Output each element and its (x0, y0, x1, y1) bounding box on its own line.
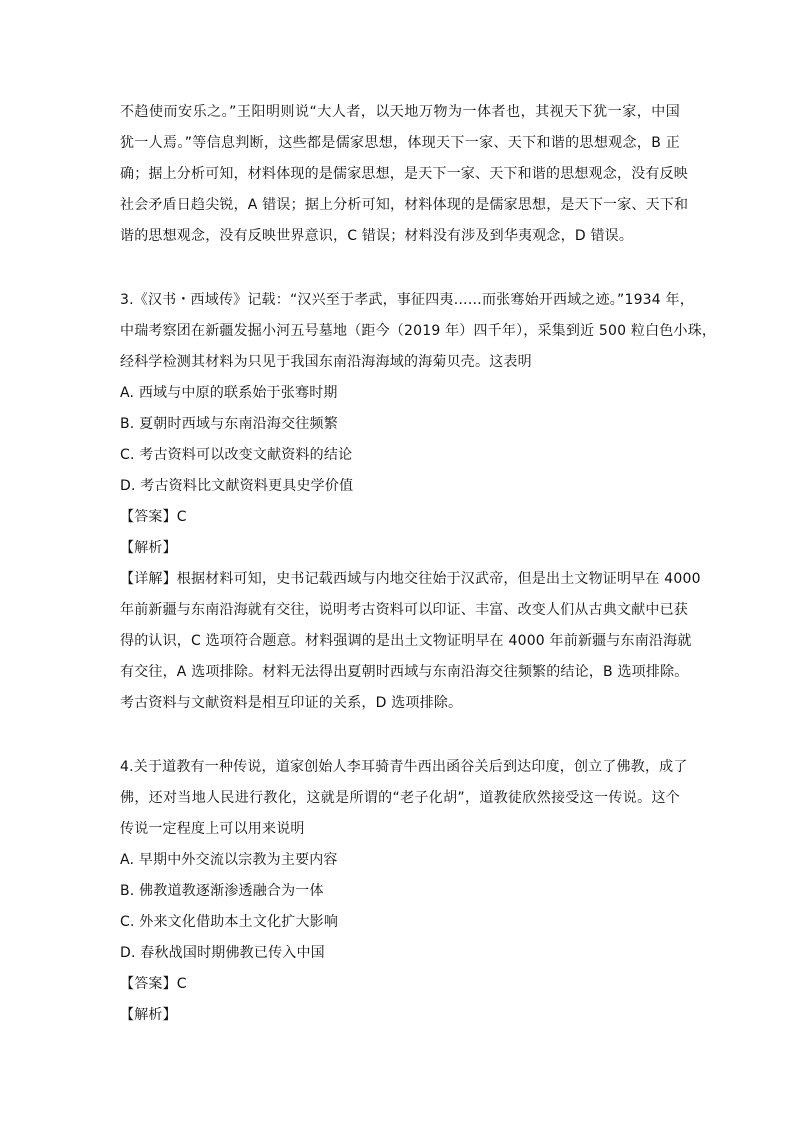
question3-option-a: A. 西域与中原的联系始于张骞时期 (120, 385, 338, 401)
question4-option-a: A. 早期中外交流以宗教为主要内容 (120, 852, 338, 868)
prev-explanation-line: 社会矛盾日趋尖锐，A 错误；据上分析可知，材料体现的是儒家思想，是天下一家、天下和 (120, 197, 689, 213)
question4-stem-line: 4.关于道教有一种传说，道家创始人李耳骑青牛西出函谷关后到达印度，创立了佛教，成了 (120, 759, 688, 775)
question3-detail-line: 有交往，A 选项排除。材料无法得出夏朝时西域与东南沿海交往频繁的结论，B 选项排除。 (120, 664, 689, 680)
question3-detail-line: 考古资料与文献资料是相互印证的关系，D 选项排除。 (120, 695, 463, 711)
question3-answer: 【答案】C (120, 509, 187, 525)
question4-option-d: D. 春秋战国时期佛教已传入中国 (120, 945, 325, 961)
question4-analysis-label: 【解析】 (120, 1007, 177, 1023)
question4-option-b: B. 佛教道教逐渐渗透融合为一体 (120, 883, 324, 899)
question3-option-b: B. 夏朝时西域与东南沿海交往频繁 (120, 416, 338, 432)
question3-option-d: D. 考古资料比文献资料更具史学价值 (120, 478, 354, 494)
question3-option-c: C. 考古资料可以改变文献资料的结论 (120, 447, 353, 463)
question3-detail-line: 得的认识，C 选项符合题意。材料强调的是出土文物证明早在 4000 年前新疆与东南沿海就 (120, 633, 692, 649)
question4-option-c: C. 外来文化借助本土文化扩大影响 (120, 914, 339, 930)
prev-explanation-line: 谐的思想观念，没有反映世界意识，C 错误；材料没有涉及到华夷观念，D 错误。 (120, 228, 634, 244)
question4-stem-line: 佛，还对当地人民进行教化，这就是所谓的“老子化胡”，道教徒欣然接受这一传说。这个 (120, 790, 680, 806)
prev-explanation-line: 确；据上分析可知，材料体现的是儒家思想，是天下一家、天下和谐的思想观念，没有反映 (120, 166, 688, 182)
question3-analysis-label: 【解析】 (120, 540, 177, 556)
question3-detail-line: 【详解】根据材料可知，史书记载西域与内地交往始于汉武帝，但是出土文物证明早在 4000 (120, 571, 701, 587)
question3-stem-line: 中瑞考察团在新疆发掘小河五号墓地（距今（2019 年）四千年），采集到近 500 粒白色小珠， (120, 323, 717, 339)
question3-stem-line: 经科学检测其材料为只见于我国东南沿海海域的海菊贝壳。这表明 (120, 354, 532, 370)
prev-explanation-line: 不趋使而安乐之。”王阳明则说“大人者，以天地万物为一体者也，其视天下犹一家，中国 (120, 104, 680, 120)
question3-detail-line: 年前新疆与东南沿海就有交往，说明考古资料可以印证、丰富、改变人们从古典文献中已获 (120, 602, 688, 618)
question3-stem-line: 3.《汉书・西域传》记载：“汉兴至于孝武，事征四夷……而张骞始开西域之迹。”1934 年， (120, 292, 694, 308)
question4-stem-line: 传说一定程度上可以用来说明 (120, 821, 305, 837)
question4-answer: 【答案】C (120, 976, 187, 992)
prev-explanation-line: 犹一人焉。”等信息判断，这些都是儒家思想，体现天下一家、天下和谐的思想观念，B 正 (120, 135, 680, 151)
